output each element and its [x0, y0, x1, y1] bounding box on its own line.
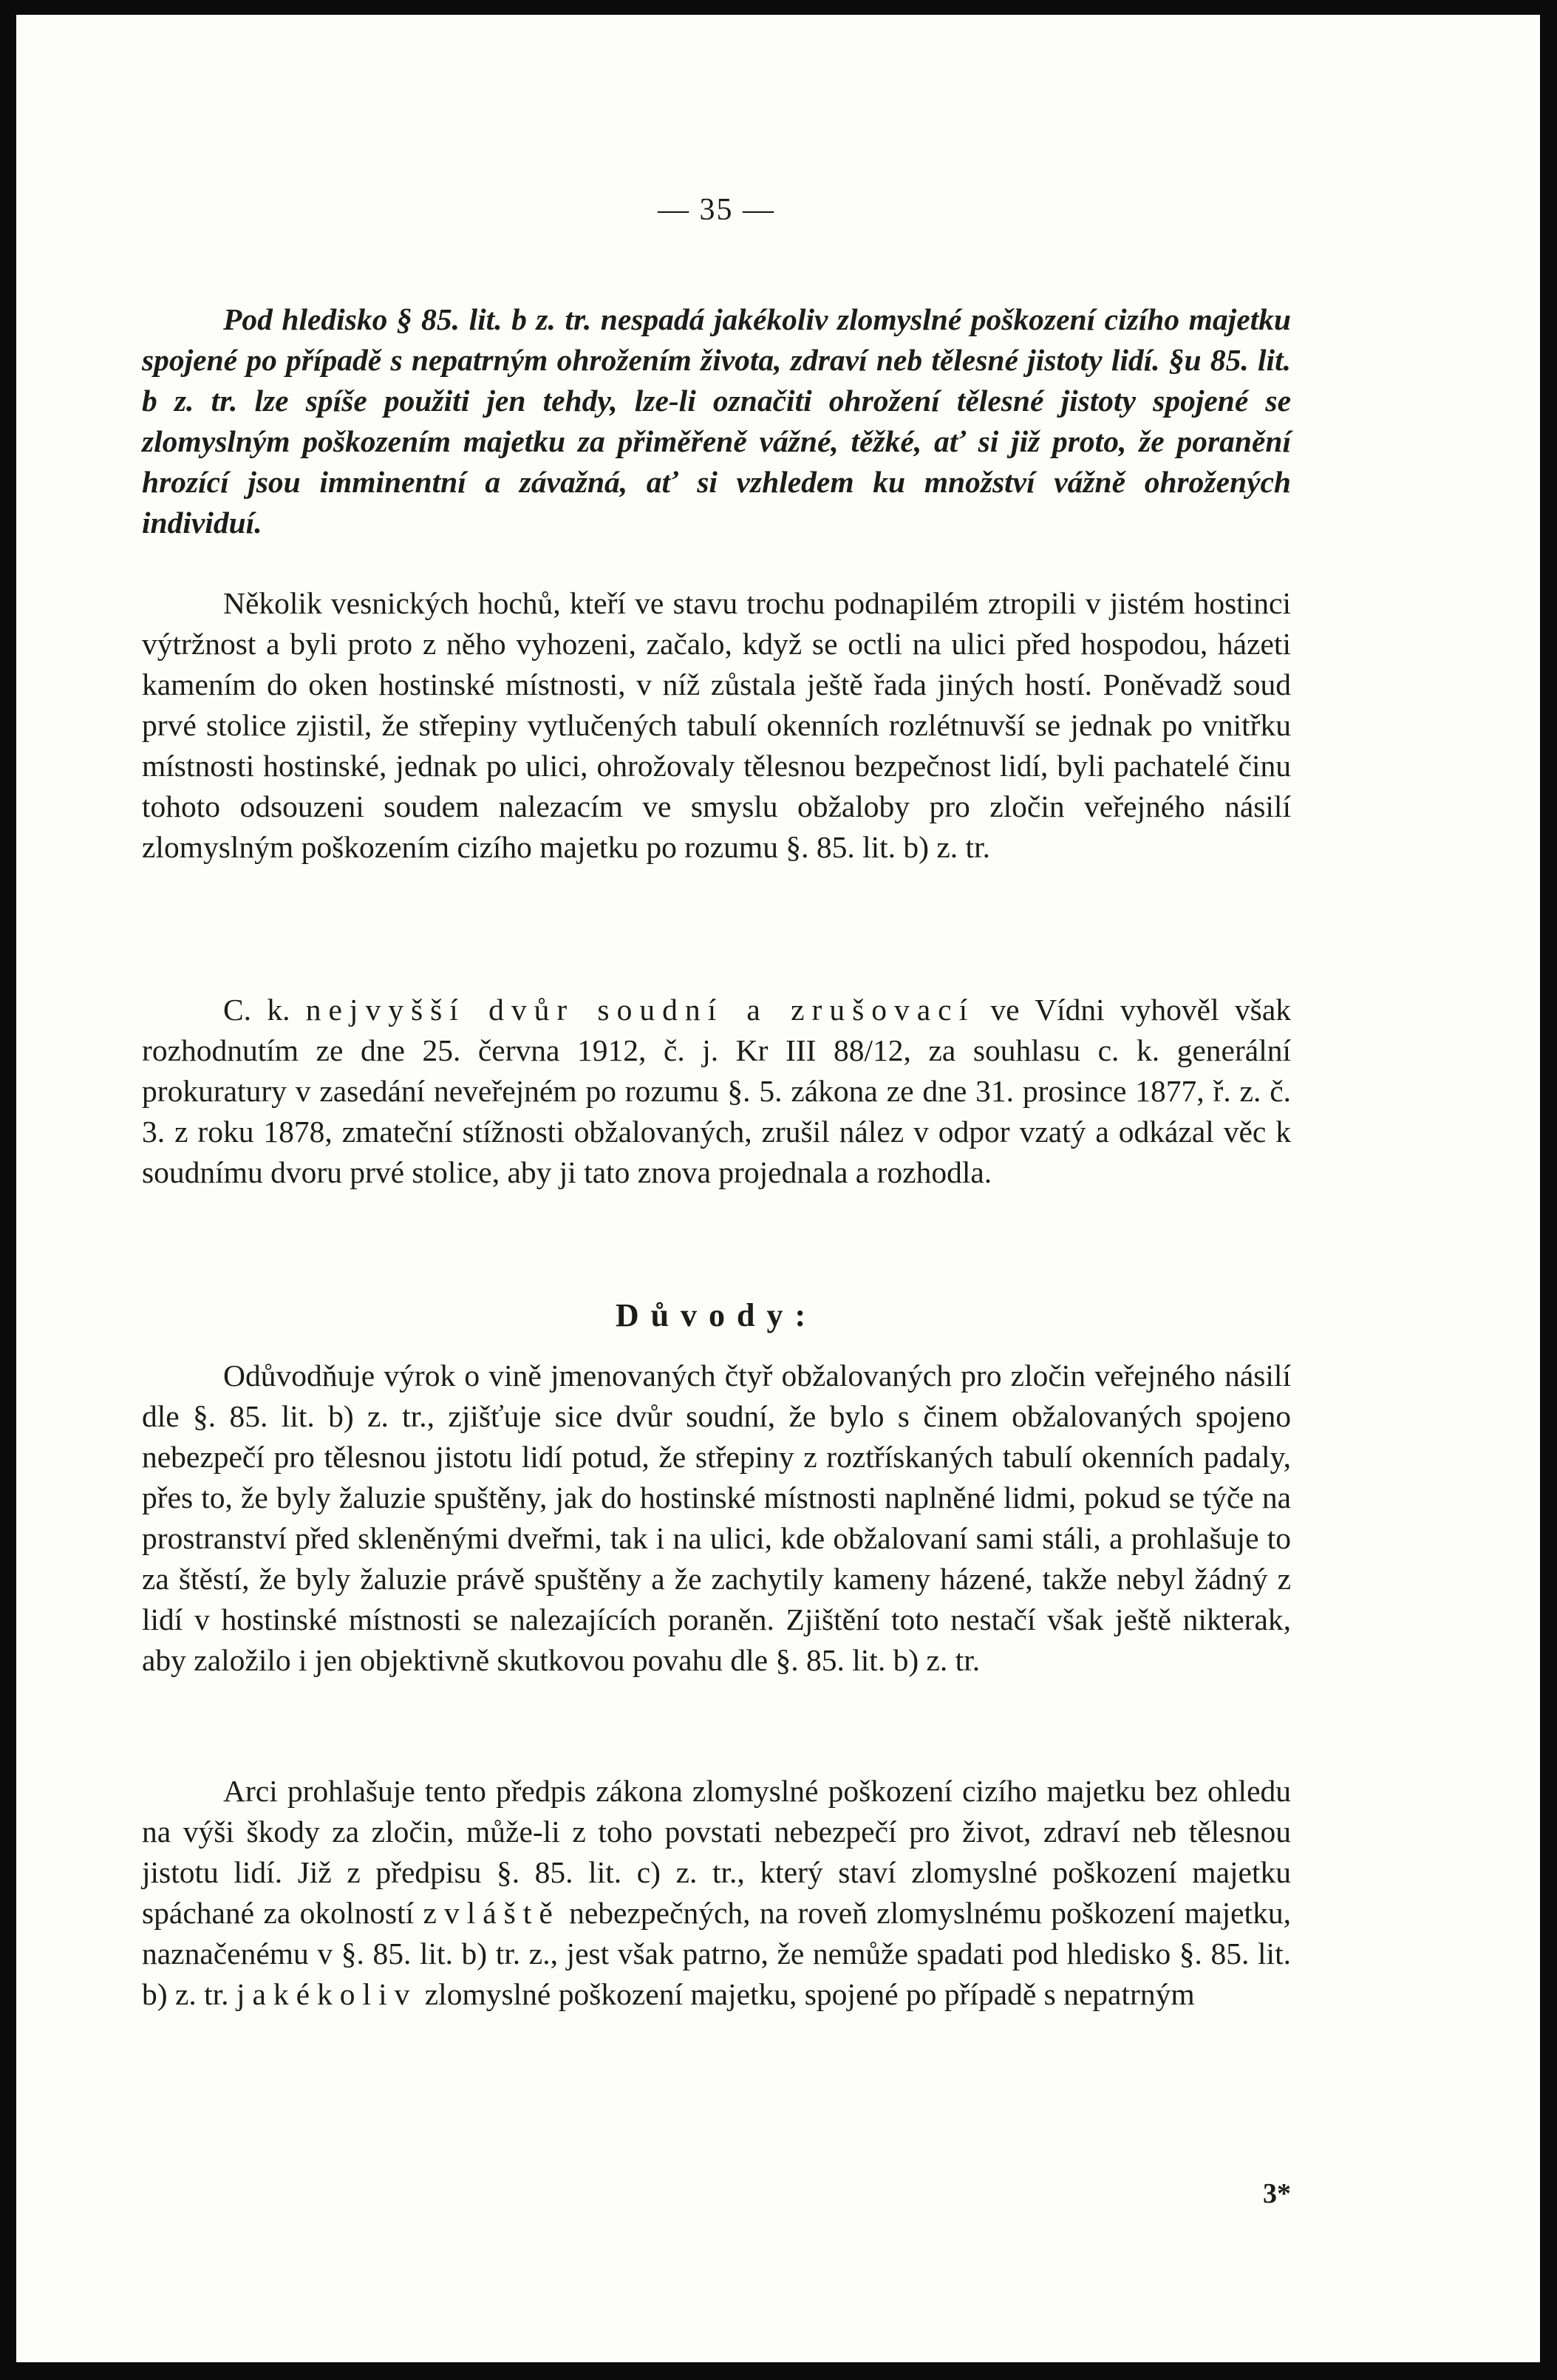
- paragraph-facts: Několik vesnických hochů, kteří ve stavu trochu podnapilém ztropili v jistém hostinci výtržnost a byli proto z něho vyhozeni, začalo, když se octli na ulici před hospodou, házeti kamením do oken hostinské místnosti, v níž zůstala ještě řada jiných hostí. Poněvadž soud prvé stolice zjistil, že střepiny vytlučených tabulí okenních rozlétnuvší se jednak po vnitřku místnosti hostinské, jednak po ulici, ohrožovaly tělesnou bezpečnost lidí, byli pachatelé činu tohoto odsouzeni soudem nalezacím ve smyslu obžaloby pro zločin veřejného násilí zlomyslným poškozením cizího majetku po rozumu §. 85. lit. b) z. tr.: [142, 586, 1291, 864]
- emphasis-jakekoliv: jakékoliv: [236, 1977, 418, 2011]
- court-name: nejvyšší dvůr soudní a zrušovací: [305, 993, 975, 1027]
- page-number: — 35 —: [658, 193, 775, 227]
- paragraph-decision: [142, 990, 1291, 1193]
- paragraph-legal-analysis: [142, 1771, 1291, 2015]
- court-prefix: C. k.: [223, 993, 306, 1027]
- analysis-text-2: nebezpečných, na roveň zlomyslnému poškození majetku, naznačenému v §. 85. lit. b) tr. z., jest však patrno, že nemůže spadati pod hledisko §. 85. lit. b) z. tr.: [142, 1896, 1291, 2011]
- analysis-text-3: zlomyslné poškození majetku, spojené po případě s nepatrným: [417, 1977, 1195, 2011]
- headnote: Pod hledisko § 85. lit. b z. tr. nespadá jakékoliv zlomyslné poškození cizího majetku spojené po případě s nepatrným ohrožením života, zdraví neb tělesné jistoty lidí. §u 85. lit. b z. tr. lze spíše použiti jen tehdy, lze-li označiti ohrožení tělesné jistoty spojené se zlomyslným poškozením majetku za přiměřeně vážné, těžké, ať si již proto, že poranění hrozící jsou imminentní a závažná, ať si vzhledem ku množství vážně ohrožených individuí.: [142, 302, 1291, 540]
- signature-mark: 3*: [1263, 2178, 1291, 2209]
- emphasis-zvlaste: zvláště: [423, 1896, 560, 1930]
- decision-text: ve Vídni vyhověl však rozhodnutím ze dne 25. června 1912, č. j. Kr III 88/12, za souhlasu c. k. generální prokuratury v zasedání neveřejném po rozumu §. 5. zákona ze dne 31. prosince 1877, ř. z. č. 3. z roku 1878, zmateční stížnosti obžalovaných, zrušil nález v odpor vzatý a odkázal věc k soudnímu dvoru prvé stolice, aby ji tato znova projednala a rozhodla.: [142, 993, 1291, 1189]
- analysis-text-1: Arci prohlašuje tento předpis zákona zlomyslné poškození cizího majetku bez ohledu na výši škody za zločin, může-li z toho povstati nebezpečí pro život, zdraví neb tělesnou jistotu lidí. Již z předpisu §. 85. lit. c) z. tr., který staví zlomyslné poškození majetku spáchané za okolností: [142, 1774, 1291, 1930]
- document-page: [16, 15, 1540, 2362]
- section-heading: Důvody:: [615, 1297, 818, 1333]
- paragraph-reasons: Odůvodňuje výrok o vině jmenovaných čtyř obžalovaných pro zločin veřejného násilí dle §. 85. lit. b) z. tr., zjišťuje sice dvůr soudní, že bylo s činem obžalovaných spojeno nebezpečí pro tělesnou jistotu lidí potud, že střepiny z roztřískaných tabulí okenních padaly, přes to, že byly žaluzie spuštěny, jak do hostinské místnosti naplněné lidmi, pokud se týče na prostranství před skleněnými dveřmi, tak i na ulici, kde obžalovaní sami stáli, a prohlašuje to za štěstí, že byly žaluzie právě spuštěny a že zachytily kameny házené, takže nebyl žádný z lidí v hostinské místnosti se nalezajících poraněn. Zjištění toto nestačí však ještě nikterak, aby založilo i jen objektivně skutkovou povahu dle §. 85. lit. b) z. tr.: [142, 1359, 1291, 1677]
